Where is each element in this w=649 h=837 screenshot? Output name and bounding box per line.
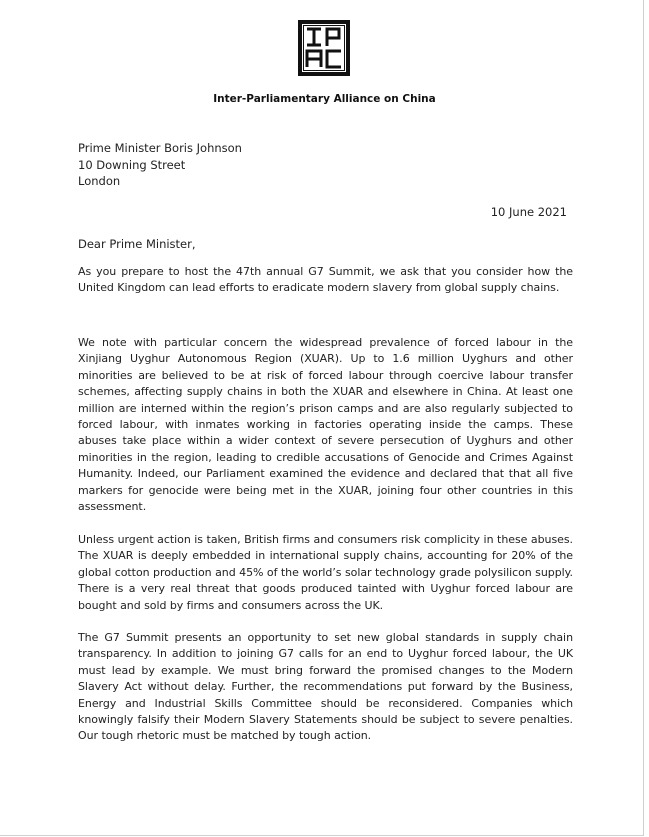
organization-name: Inter-Parliamentary Alliance on China — [213, 93, 436, 105]
letter-date: 10 June 2021 — [490, 205, 567, 219]
recipient-name: Prime Minister Boris Johnson — [78, 141, 242, 155]
salutation: Dear Prime Minister, — [78, 237, 196, 251]
paragraph-2: We note with particular concern the widespread prevalence of forced labour in the Xinjiang Uyghur Autonomous Region (XUAR). Up to 1.6 million Uyghurs and other minorities are believed to be at risk of forced labour through coercive labour transfer schemes, affecting supply chains in both the XUAR and elsewhere in China. At least one million are interned within the region’s prison camps and are also regularly subjected to forced labour, with inmates working in factories operating inside the camps. These abuses take place within a wider context of severe persecution of Uyghurs and other minorities in the region, leading to credible accusations of Genocide and Crimes Against Humanity. Indeed, our Parliament examined the evidence and declared that that all five markers for genocide were being met in the XUAR, joining four other countries in this assessment. — [78, 336, 573, 514]
paragraph-3: Unless urgent action is taken, British firms and consumers risk complicity in these abuses. The XUAR is deeply embedded in international supply chains, accounting for 20% of the global cotton production and 45% of the world’s solar technology grade polysilicon supply. There is a very real threat that goods produced tainted with Uyghur forced labour are bought and sold by firms and consumers across the UK. — [78, 533, 573, 612]
recipient-street: 10 Downing Street — [78, 157, 186, 172]
paragraph-1: As you prepare to host the 47th annual G7 Summit, we ask that you consider how the United Kingdom can lead efforts to eradicate modern slavery from global supply chains. — [78, 265, 573, 295]
recipient-address — [78, 140, 242, 190]
paragraph-4: The G7 Summit presents an opportunity to set new global standards in supply chain transparency. In addition to joining G7 calls for an end to Uyghur forced labour, the UK must lead by example. We must bring forward the promised changes to the Modern Slavery Act without delay. Further, the recommendations put forward by the Business, Energy and Industrial Skills Committee should be reconsidered. Companies which knowingly falsify their Modern Slavery Statements should be subject to severe penalties. Our tough rhetoric must be matched by tough action. — [78, 631, 573, 743]
ipac-logo — [298, 20, 350, 76]
recipient-city: London — [78, 174, 121, 188]
